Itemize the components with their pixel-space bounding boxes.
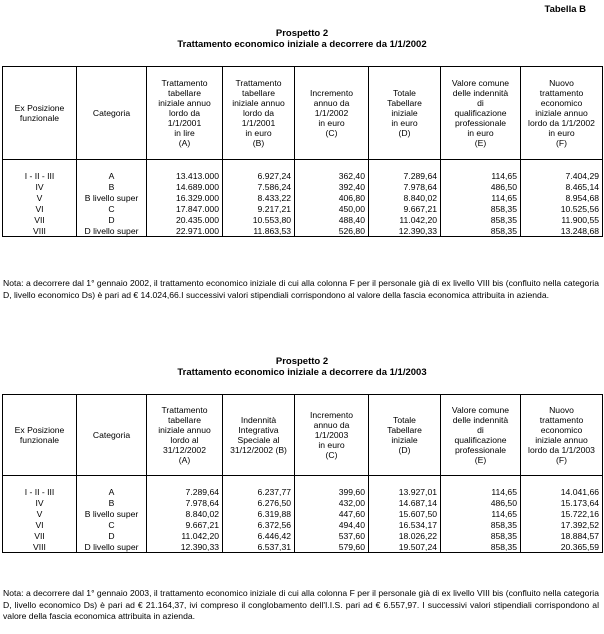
section-2003 [0, 356, 604, 621]
header-cell [369, 395, 441, 476]
header-line: Incremento [310, 410, 353, 420]
header-line: trattamento [539, 415, 584, 425]
header-line: iniziale annuo [158, 425, 211, 435]
header-line: Trattamento [235, 78, 282, 88]
table-cell: 7.289,64 [147, 486, 223, 497]
table-cell: 11.042,20 [369, 214, 441, 225]
header-line: Speciale al [237, 435, 280, 445]
table-cell: 114,65 [441, 486, 521, 497]
header-line: Incremento [310, 88, 353, 98]
salary-table [2, 66, 603, 237]
header-line: Totale [393, 415, 416, 425]
table-cell: 9.217,21 [223, 203, 295, 214]
table-cell: 6.276,50 [223, 497, 295, 508]
table-cell: 858,35 [441, 541, 521, 553]
table-cell: D [77, 214, 147, 225]
header-line: trattamento [539, 88, 584, 98]
table-cell: 18.884,57 [521, 530, 603, 541]
tabella-label: Tabella B [544, 4, 586, 15]
header-line: tabellare [168, 415, 201, 425]
table-cell: 858,35 [441, 203, 521, 214]
header-line: (D) [398, 128, 411, 138]
spacer-row [3, 476, 603, 487]
note: Nota: a decorrere dal 1° gennaio 2003, il trattamento economico iniziale di cui alla colonna F per il personale già di ex livello VIII bis (confluito nella categoria D, livello economico Ds) è pari ad € 21.164,37, ivi compreso il conglobamento dell'I.I.S. pari ad € 6.557,97. I successivi valori stipendiali corrispondono al valore della fascia economica attribuita in azienda. [3, 588, 599, 621]
header-line: lordo da 1/1/2003 [528, 445, 595, 455]
table-cell: 447,60 [295, 508, 369, 519]
header-line: Valore comune [451, 78, 510, 88]
table-cell: VII [3, 214, 77, 225]
table-cell: 858,35 [441, 214, 521, 225]
header-line: professionale [454, 445, 507, 455]
header-line: Integrativa [238, 425, 279, 435]
header-line: in euro [245, 128, 272, 138]
table-body [3, 170, 603, 237]
header-cell [147, 395, 223, 476]
header-line: Indennità [240, 415, 277, 425]
header-line: (A) [178, 138, 191, 148]
table-cell: D livello super [77, 541, 147, 553]
header-cell [369, 67, 441, 160]
header-row [3, 67, 603, 160]
section-subtitle: Trattamento economico iniziale a decorrere da 1/1/2002 [177, 39, 427, 50]
header-line: Nuovo [549, 78, 574, 88]
table-cell: 15.173,64 [521, 497, 603, 508]
header-line: annuo da [313, 420, 350, 430]
table-row [3, 497, 603, 508]
header-line: iniziale annuo [232, 98, 285, 108]
table-cell: 11.863,53 [223, 225, 295, 237]
header-line: qualificazione [454, 435, 507, 445]
table-cell: 10.525,56 [521, 203, 603, 214]
header-line: 1/1/2002 [314, 108, 349, 118]
table-cell: 858,35 [441, 519, 521, 530]
header-line: (F) [556, 138, 567, 148]
table-cell: 12.390,33 [369, 225, 441, 237]
table-row [3, 508, 603, 519]
table-cell: 9.667,21 [147, 519, 223, 530]
table-cell: 114,65 [441, 508, 521, 519]
table-cell: 6.319,88 [223, 508, 295, 519]
header-line: (E) [474, 138, 487, 148]
table-cell: I - II - III [3, 170, 77, 181]
table-cell: 399,60 [295, 486, 369, 497]
table-cell: 537,60 [295, 530, 369, 541]
table-cell: 22.971.000 [147, 225, 223, 237]
header-line: Categoria [92, 430, 131, 440]
table-row [3, 541, 603, 553]
table-cell: 17.847.000 [147, 203, 223, 214]
header-line: economico [540, 98, 583, 108]
table-cell: B [77, 181, 147, 192]
header-cell [3, 395, 77, 476]
header-line: lordo al [170, 435, 199, 445]
table-row [3, 181, 603, 192]
header-cell [77, 67, 147, 160]
table-cell: 7.289,64 [369, 170, 441, 181]
table-cell: C [77, 519, 147, 530]
section-title: Prospetto 2 [275, 28, 329, 39]
table-cell: 8.840,02 [369, 192, 441, 203]
header-line: Trattamento [161, 78, 208, 88]
header-line: iniziale [391, 435, 418, 445]
header-line: (C) [325, 128, 338, 138]
header-cell [147, 67, 223, 160]
spacer-row [3, 160, 603, 171]
header-cell [295, 67, 369, 160]
table-cell: IV [3, 181, 77, 192]
header-cell [223, 67, 295, 160]
table-row [3, 530, 603, 541]
table-cell: A [77, 170, 147, 181]
header-line: (C) [325, 450, 338, 460]
header-cell [77, 395, 147, 476]
header-line: (A) [178, 455, 191, 465]
header-line: 1/1/2001 [241, 118, 276, 128]
table-cell: 15.607,50 [369, 508, 441, 519]
table-cell: 494,40 [295, 519, 369, 530]
table-cell: 579,60 [295, 541, 369, 553]
table-cell: 8.433,22 [223, 192, 295, 203]
header-line: (E) [474, 455, 487, 465]
header-cell [521, 395, 603, 476]
header-line: professionale [454, 118, 507, 128]
table-cell: 486,50 [441, 497, 521, 508]
table-cell: 6.537,31 [223, 541, 295, 553]
table-cell: 7.404,29 [521, 170, 603, 181]
table-cell: 858,35 [441, 225, 521, 237]
table-cell: 8.465,14 [521, 181, 603, 192]
header-line: di [477, 98, 484, 108]
header-line: funzionale [19, 113, 60, 123]
header-line: lordo da [242, 108, 275, 118]
table-cell: 114,65 [441, 192, 521, 203]
salary-table [2, 394, 603, 553]
header-line: 31/12/2002 [162, 445, 206, 455]
header-cell [521, 67, 603, 160]
table-cell: 16.329.000 [147, 192, 223, 203]
header-line: Tabellare [387, 425, 422, 435]
table-cell: VI [3, 519, 77, 530]
table-row [3, 519, 603, 530]
header-line: Trattamento [161, 405, 208, 415]
section-subtitle: Trattamento economico iniziale a decorrere da 1/1/2003 [177, 367, 427, 378]
header-row [3, 395, 603, 476]
header-line: in euro [318, 118, 345, 128]
header-line: 1/1/2003 [314, 430, 349, 440]
table-cell: D livello super [77, 225, 147, 237]
table-row [3, 170, 603, 181]
header-line: Ex Posizione [14, 425, 65, 435]
header-line: (F) [556, 455, 567, 465]
table-cell: 7.586,24 [223, 181, 295, 192]
table-cell: VIII [3, 541, 77, 553]
header-line: Nuovo [549, 405, 574, 415]
table-cell: 526,80 [295, 225, 369, 237]
table-row [3, 192, 603, 203]
table-cell: 20.435.000 [147, 214, 223, 225]
table-cell: 18.026,22 [369, 530, 441, 541]
header-line: lordo da 1/1/2002 [528, 118, 595, 128]
header-line: in euro [548, 128, 575, 138]
header-line: qualificazione [454, 108, 507, 118]
header-cell [3, 67, 77, 160]
table-cell: B [77, 497, 147, 508]
section-2002 [0, 28, 604, 300]
table-cell: 432,00 [295, 497, 369, 508]
header-line: 1/1/2001 [167, 118, 202, 128]
table-cell: 406,80 [295, 192, 369, 203]
table-cell: 6.446,42 [223, 530, 295, 541]
header-line: in euro [318, 440, 345, 450]
table-cell: 362,40 [295, 170, 369, 181]
header-line: Ex Posizione [14, 103, 65, 113]
header-line: iniziale [391, 108, 418, 118]
table-cell: 10.553,80 [223, 214, 295, 225]
table-row [3, 486, 603, 497]
header-line: lordo da [168, 108, 201, 118]
section-title: Prospetto 2 [275, 356, 329, 367]
table-cell: 14.041,66 [521, 486, 603, 497]
table-cell: 12.390,33 [147, 541, 223, 553]
table-cell: 13.413.000 [147, 170, 223, 181]
header-line: tabellare [242, 88, 275, 98]
table-cell: 8.840,02 [147, 508, 223, 519]
table-cell: 6.927,24 [223, 170, 295, 181]
header-line: Categoria [92, 108, 131, 118]
table-cell: V [3, 508, 77, 519]
table-cell: 17.392,52 [521, 519, 603, 530]
table-cell: A [77, 486, 147, 497]
header-line: in euro [467, 128, 494, 138]
table-cell: 13.927,01 [369, 486, 441, 497]
table-cell: 486,50 [441, 181, 521, 192]
table-cell: VII [3, 530, 77, 541]
header-line: Valore comune [451, 405, 510, 415]
table-cell: VIII [3, 225, 77, 237]
table-cell: 20.365,59 [521, 541, 603, 553]
table-cell: 114,65 [441, 170, 521, 181]
header-cell [223, 395, 295, 476]
note: Nota: a decorrere dal 1° gennaio 2002, il trattamento economico iniziale di cui alla colonna F per il personale già di ex livello VIII bis (confluito nella categoria D, livello economico Ds) è pari ad € 14.024,66.I successivi valori stipendiali corrispondono al valore della fascia economica attribuita in azienda. [3, 278, 599, 300]
header-line: 31/12/2002 (B) [230, 445, 287, 455]
header-line: delle indennità [452, 88, 509, 98]
header-cell [441, 67, 521, 160]
header-line: tabellare [168, 88, 201, 98]
table-cell: V [3, 192, 77, 203]
table-cell: 488,40 [295, 214, 369, 225]
header-line: (B) [252, 138, 265, 148]
table-body [3, 486, 603, 553]
header-line: di [477, 425, 484, 435]
header-line: (D) [398, 445, 411, 455]
header-line: iniziale annuo [158, 98, 211, 108]
table-cell: 14.689.000 [147, 181, 223, 192]
header-cell [295, 395, 369, 476]
table-cell: 13.248,68 [521, 225, 603, 237]
header-cell [441, 395, 521, 476]
table-cell: I - II - III [3, 486, 77, 497]
table-row [3, 203, 603, 214]
table-cell: 858,35 [441, 530, 521, 541]
table-cell: C [77, 203, 147, 214]
header-line: funzionale [19, 435, 60, 445]
header-line: annuo da [313, 98, 350, 108]
table-cell: IV [3, 497, 77, 508]
header-line: delle indennità [452, 415, 509, 425]
table-cell: 7.978,64 [369, 181, 441, 192]
table-cell: 19.507,24 [369, 541, 441, 553]
table-cell: VI [3, 203, 77, 214]
header-line: iniziale annuo [535, 435, 588, 445]
header-line: Tabellare [387, 98, 422, 108]
table-cell: 16.534,17 [369, 519, 441, 530]
table-cell: B livello super [77, 508, 147, 519]
table-cell: 7.978,64 [147, 497, 223, 508]
header-line: in lire [174, 128, 195, 138]
table-cell: 9.667,21 [369, 203, 441, 214]
table-row [3, 225, 603, 237]
header-line: Totale [393, 88, 416, 98]
header-line: economico [540, 425, 583, 435]
table-cell: 392,40 [295, 181, 369, 192]
table-row [3, 214, 603, 225]
table-cell: 15.722,16 [521, 508, 603, 519]
header-line: in euro [391, 118, 418, 128]
table-cell: 6.237,77 [223, 486, 295, 497]
table-cell: 450,00 [295, 203, 369, 214]
table-cell: 6.372,56 [223, 519, 295, 530]
table-cell: 11.042,20 [147, 530, 223, 541]
table-cell: 14.687,14 [369, 497, 441, 508]
table-cell: 8.954,68 [521, 192, 603, 203]
table-cell: B livello super [77, 192, 147, 203]
header-line: iniziale annuo [535, 108, 588, 118]
table-cell: 11.900,55 [521, 214, 603, 225]
table-cell: D [77, 530, 147, 541]
